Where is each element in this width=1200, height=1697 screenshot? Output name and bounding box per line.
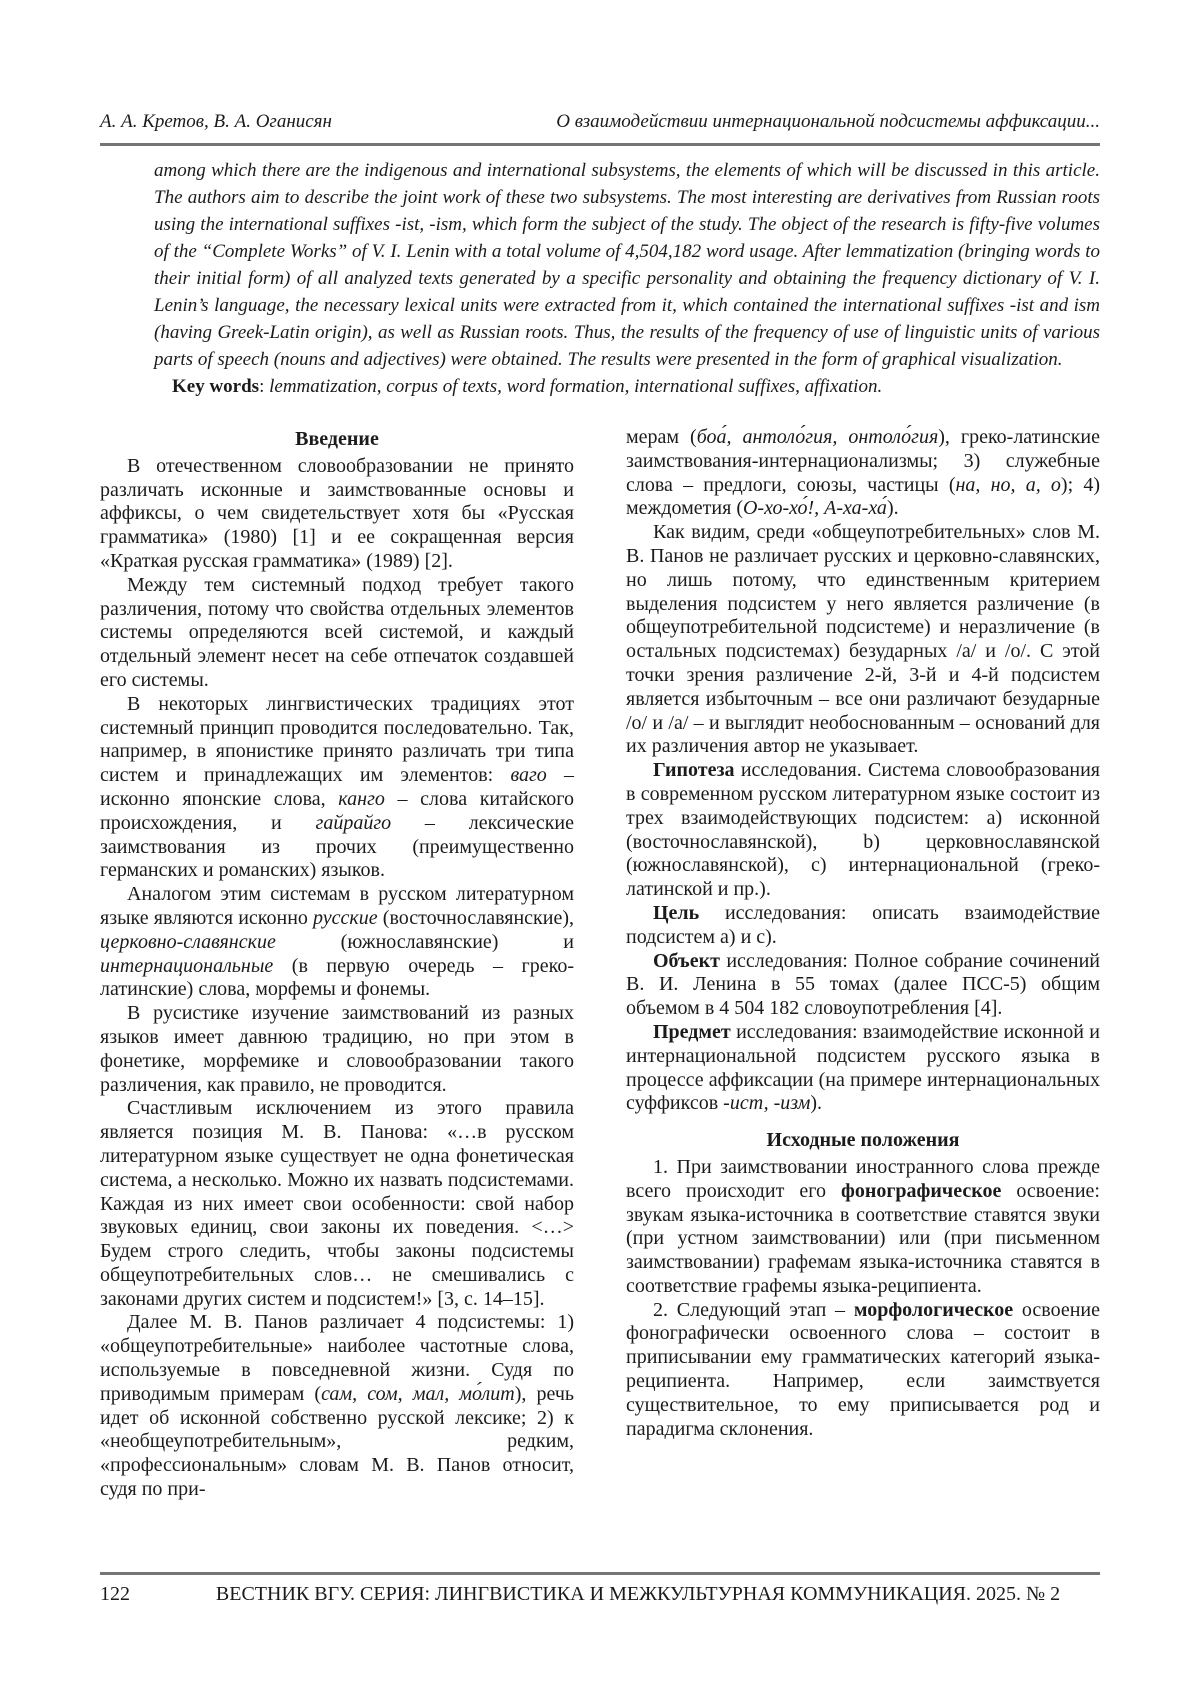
header-authors: А. А. Кретов, В. А. Оганисян <box>100 111 332 132</box>
paragraph: Цель исследования: описать взаимодействие подсистем а) и с). <box>626 901 1100 948</box>
page-footer <box>100 1572 1100 1607</box>
paragraph: В отечественном словообразовании не принято различать исконные и заимствованные основы и аффиксы, о чем свидетельствует хотя бы «Русская грамматика» (1980) [1] и ее сокращенная версия «Краткая русская грамматика» (1989) [2]. <box>100 454 574 572</box>
article-body <box>100 426 1100 1502</box>
paragraph: Далее М. В. Панов различает 4 подсистемы: 1) «общеупотребительные» наиболее частотные слова, используемые в повседневной жизни. Судя по приводимым примерам (сам, сом, мал, мо́лит), речь идет об исконной собственно русской лексике; 2) к «необщеупотребительным», редким, «профессиональным» словам М. В. Панов относит, судя по при- <box>100 1311 575 1501</box>
paragraph: Аналогом этим системам в русском литературном языке являются исконно русские (восточнославянские), церковно-славянские (южнославянские) и интернациональные (в первую очередь – греко-латинские) слова, морфемы и фонемы. <box>100 883 574 1001</box>
section-heading: Введение <box>295 428 379 450</box>
keywords-line <box>154 373 1100 400</box>
paragraph: Как видим, среди «общеупотребительных» слов М. В. Панов не различает русских и церковно-славянских, но лишь потому, что единственным критерием выделения подсистем у него является различение (в общеупотребительной подсистеме) и неразличение (в остальных подсистемах) безударных /а/ и /о/. С этой точки зрения различение 2-й, 3-й и 4-й подсистем является избыточным – все они различают безударные /о/ и /а/ – и выглядит необоснованным – оснований для их различения автор не указывает. <box>626 521 1100 758</box>
running-header <box>100 0 1100 134</box>
paragraph: Счастливым исключением из этого правила является позиция М. В. Панова: «…в русском литературном языке существует не одна фонетическая система, а несколько. Можно их назвать подсистемами. Каждая из них имеет свои особенности: свой набор звуковых единиц, свои законы их поведения. <…> Будем строго следить, чтобы законы подсистемы общеупотребительных слов… не смешивались с законами других систем и подсистем!» [3, с. 14–15]. <box>100 1097 574 1310</box>
paragraph: В некоторых лингвистических традициях этот системный принцип проводится последовательно. Так, например, в японистике принято различать три типа систем и принадлежащих им элементов: ваго – исконно японские слова, канго – слова китайского происхождения, и гайрайго – лексические заимствования из прочих (преимущественно германских и романских) языков. <box>100 692 575 882</box>
header-running-title: О взаимодействии интернациональной подсистемы аффиксации... <box>556 111 1100 132</box>
paragraph: Предмет исследования: взаимодействие исконной и интернациональной подсистем русского языка в процессе аффиксации (на примере интернациональных суффиксов -ист, -изм). <box>626 1020 1100 1115</box>
page-number: 122 <box>100 1583 130 1605</box>
journal-title: ВЕСТНИК ВГУ. СЕРИЯ: ЛИНГВИСТИКА И МЕЖКУЛЬТУРНАЯ КОММУНИКАЦИЯ. 2025. № 2 <box>215 1583 1061 1605</box>
footer-line <box>100 1582 1100 1607</box>
left-column <box>100 426 574 1502</box>
footer-rule <box>100 1572 1100 1575</box>
section-heading: Исходные положения <box>766 1129 960 1152</box>
keywords-text: lemmatization, corpus of texts, word formation, international suffixes, affixation. <box>269 376 883 397</box>
abstract-paragraph: among which there are the indigenous and international subsystems, the elements of which will be discussed in this article. The authors aim to describe the joint work of these two subsystems. The most interesting are derivatives from Russian roots using the international suffixes -ist, -ism, which form the subject of the study. The object of the research is fifty-five volumes of the “Complete Works” of V. I. Lenin with a total volume of 4,504,182 word usage. After lemmatization (bringing words to their initial form) of all analyzed texts generated by a specific personality and obtaining the frequency dictionary of V. I. Lenin’s language, the necessary lexical units were extracted from it, which contained the international suffixes -ist and ism (having Greek-Latin origin), as well as Russian roots. Thus, the results of the frequency of use of linguistic units of various parts of speech (nouns and adjectives) were obtained. The results were presented in the form of graphical visualization. <box>154 160 1100 370</box>
keywords-separator: : <box>259 376 270 397</box>
header-rule <box>100 143 1100 146</box>
right-column <box>626 426 1100 1502</box>
paragraph: Гипотеза исследования. Система словообразования в современном русском литературном языке состоит из трех взаимодействующих подсистем: а) исконной (восточнославянской), b) церковнославянской (южнославянской), c) интернациональной (греко-латинской и пр.). <box>626 759 1100 901</box>
keywords-label: Key words <box>172 376 260 397</box>
paragraph: Между тем системный подход требует такого различения, потому что свойства отдельных элементов системы определяются всей системой, и каждый отдельный элемент несет на себе отпечаток создавшей его системы. <box>100 573 574 691</box>
paragraph: 1. При заимствовании иностранного слова прежде всего происходит его фонографическое освоение: звукам языка-источника в соответствие ставятся звуки (при устном заимствовании) или (при письменном заимствовании) графемам языка-источника ставятся в соответствие графемы языка-реципиента. <box>626 1155 1100 1297</box>
paragraph: В русистике изучение заимствований из разных языков имеет давнюю традицию, но при этом в фонетике, морфемике и словообразовании такого различения, как правило, не проводится. <box>100 1002 574 1096</box>
paragraph: Объект исследования: Полное собрание сочинений В. И. Ленина в 55 томах (далее ПСС-5) общим объемом в 4 504 182 словоупотребления [4]. <box>626 949 1100 1020</box>
paragraph: мерам (боа́, антоло́гия, онтоло́гия), греко-латинские заимствования-интернационализмы; 3) служебные слова – предлоги, союзы, частицы (на, но, а, о); 4) междометия (О-хо-хо́!, А-ха-ха́). <box>626 426 1100 520</box>
paragraph: 2. Следующий этап – морфологическое освоение фонографически освоенного слова – состоит в приписывании ему грамматических категорий языка-реципиента. Например, если заимствуется существительное, то ему приписывается род и парадигма склонения. <box>626 1298 1100 1440</box>
